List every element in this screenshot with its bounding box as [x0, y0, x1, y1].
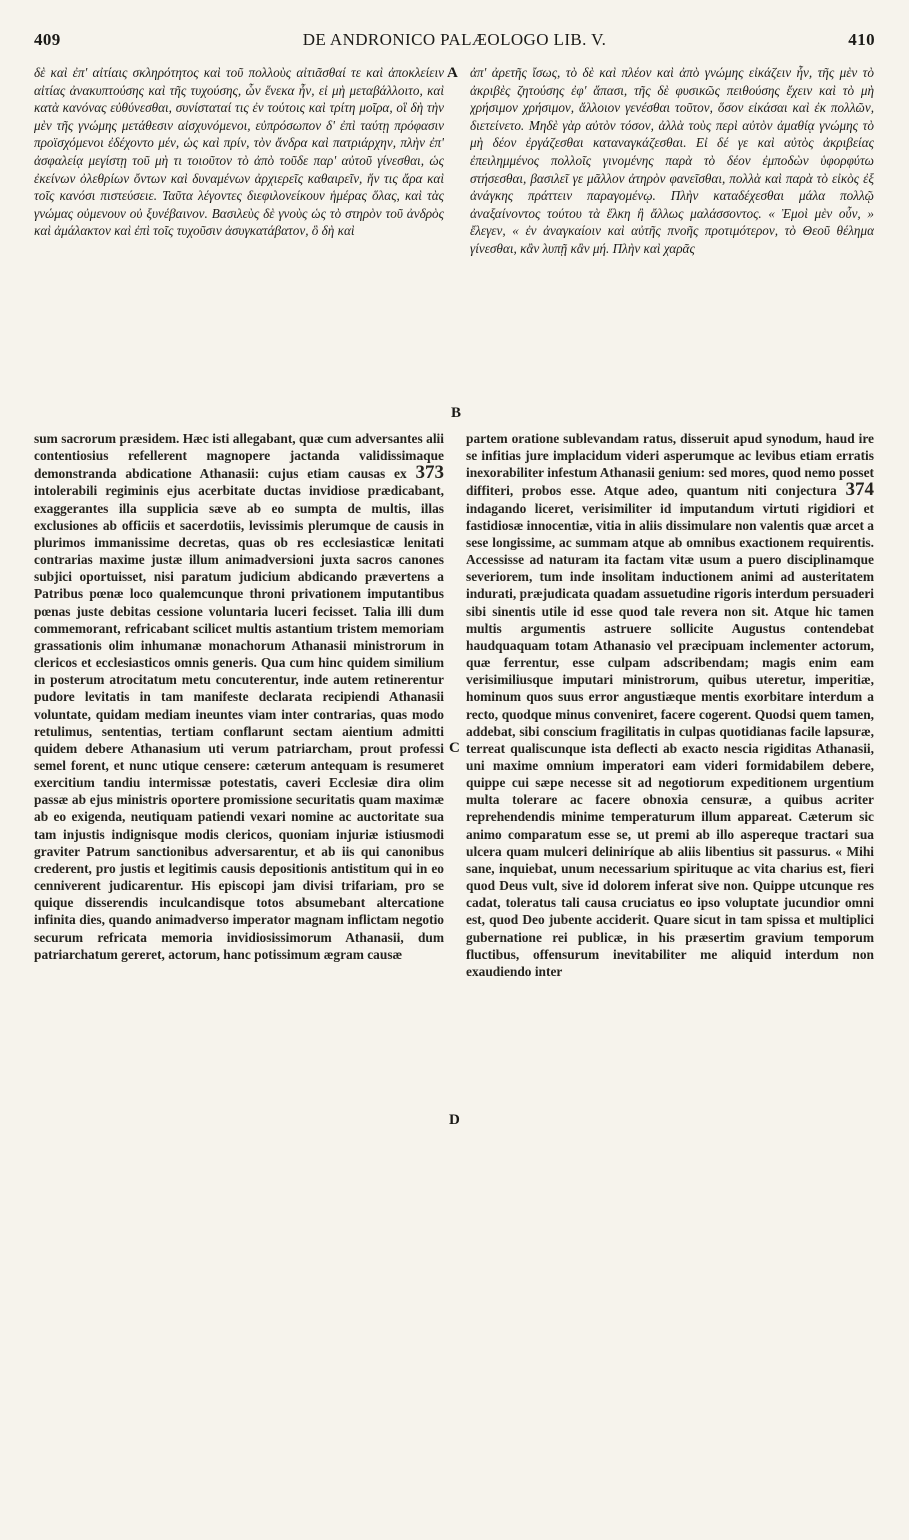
margin-letter-d: D [449, 1112, 460, 1128]
latin-text-right-a: partem oratione sublevandam ratus, disseruit apud synodum, haud ire se infitias jure implacidum videri asperumque ac levibus etiam erratis inexorabiliter infestum Athanasii genium: sed mores, quod nemo posset diffiteri, probos esse. Atque adeo, quantum niti conjectura [466, 431, 874, 499]
running-header [34, 30, 875, 60]
folio-number-373: 373 [415, 462, 444, 484]
greek-text-right: ἀπ' ἀρετῆς ἴσως, τὸ δὲ καὶ πλέον καὶ ἀπὸ γνώμης εἰκάζειν ἦν, τῆς μὲν τὸ ἀκριβὲς ζητούσης ἐφ' ἅπασι, τῆς δὲ φυσικῶς πειθούσης ἔχειν καὶ τὸ μὴ χρήσιμον χρήσιμον, ἄλλοιον γενέσθαι τοῦτον, ὅσον εἰκάσαι καὶ ἐκ πολλῶν, διετείνετο. Μηδὲ γὰρ αὐτὸν τόσον, ἀλλὰ τοὺς περὶ αὐτὸν ἀμαθίᾳ γνώμης τὸ μὴ δέον ἐργάζεσθαι καταναγκάζεσθαι. Εἰ δέ γε καὶ αὐτὸς ἀκριβείας ἐπειλημμένος πολλοῖς γινομένης παρὰ τὸ δέον ἐμποδὼν ὑφορφύτω στήσεσθαι, βασιλεῖ γε μᾶλλον ἀτηρὸν φανεῖσθαι, πολλὰ καὶ παρὰ τὸ εἰκὸς ἐξ ἀνάγκης πράττειν παραγομένῳ. Πλὴν καταδέχεσθαι μάλα πολλῷ ἀναξαίνοντος τούτου τὰ ἕλκη ἢ ἄλλως μαλάσσοντος. « Ἐμοὶ μὲν οὖν, » ἔλεγεν, « ἐν ἀναγκαίοιν καὶ αὐτῆς πνοῆς προτιμότερον, τὸ Θεοῦ θέλημα γίνεσθαι, κἂν λυπῇ κἂν μή. Πλὴν καὶ χαρᾶς [470, 65, 874, 256]
greek-column-left [34, 64, 444, 416]
page-number-left: 409 [34, 30, 61, 49]
latin-column-right [466, 430, 874, 1525]
greek-text-left: δὲ καὶ ἐπ' αἰτίαις σκληρότητος καὶ τοῦ πολλοὺς αἰτιᾶσθαί τε καὶ ἀποκλείειν αἰτίας ἀνακυπτούσης καὶ τῆς τυχούσης, ὧν ἕνεκα ἦν, εἰ μὴ μεταβάλλοιτο, καὶ κατὰ κανόνας εὐθύνεσθαι, συνίσταταί τις ἐν τούτοις καὶ τρίτη μοῖρα, οἳ δὴ τὴν μὲν τῆς γνώμης μετάθεσιν αἰσχυνόμενοι, εὐπρόσωπον δ' ἐπὶ ταύτῃ πρόφασιν προϊσχόμενοι ἐδέχοντο μέν, ὡς καὶ πρίν, τὸν ἄνδρα καὶ πατριάρχην, πλὴν ἐπ' ἀσφαλείᾳ μεγίστῃ τοῦ μὴ τι τοιοῦτον τὸ ἀπὸ τοῦδε παρ' αὐτοῦ γίνεσθαι, ὡς ἐκείνων ὀλεθρίων ὄντων καὶ δυναμένων ἀρχιερεῖς καθαιρεῖν, ἥν τις ἄρα καὶ τοῖς κανόσι πιστεύσειε. Ταῦτα λέγοντες διεφιλονείκουν ἡμέρας ὅλας, καὶ τὰς γνώμας οὐμενουν οὐ ξυνέβαινον. Βασιλεὺς δὲ γνοὺς ὡς τὸ στηρὸν τοῦ ἀνδρὸς καὶ ἀμάλακτον καὶ ἐπὶ τοῖς τυχοῦσιν ἀσυγκατάβατον, ὃ δὴ καὶ [34, 65, 444, 239]
margin-letter-c: C [449, 740, 460, 756]
latin-text-left-b: intolerabili regiminis ejus acerbitate ductas invidiose prædicabant, exaggerantes illa supplicia sæve ab eo sumpta de multis, illas exclusiones ab officiis et sacerdotiis, levissimis plerumque de causis in plurimos immanissime decretas, quas ob res ecclesiasticæ lenitati contrarias maxime justæ illum animadversioni juxta sacros canones subjici oportuisset, nisi paratum judicium abdicando prævertens a Patribus pœnæ loco qualemcunque throni privationem imputantibus pœnas juste debitas cessione voluntaria luceri fecisset. Talia illi dum commemorant, refricabant scilicet multis astantium tristem memoriam grassationis olim inhumanæ monachorum Athanasii ministrorum in clericos et ecclesiasticos omnis generis. Qua cum hinc quidem similium in posterum atrocitatum metu concuterentur, inde autem retinerentur pudore levitatis in tam manifeste declarata recipiendi Athanasii voluntate, quidam mediam ineuntes viam inter contrarias, quas modo retulimus, sententias, tertiam conflarunt sectam aientium admitti quidem debere Athanasium uti verum patriarcham, prout professi semel forent, et nunc utique censere: cæterum antequam is resumeret exercitium tandiu intermissæ potestatis, caveri Ecclesiæ dira olim passæ ab ejus ministris oportere promissione securitatis quam maximæ ab eo exigenda, neutiquam patiendi vexari nomine ac auctoritate sua tam injustis indignisque modis clericos, quoniam injuriæ istiusmodi graviter Patrum sanctionibus adversarentur, et ab iis qui canonibus crederent, pro justis et legitimis causis depositionis antistitum qui in eo cenniverent judicarentur. His episcopi jam divisi trifariam, pro se quique disserendis inculcandisque totos absumebant altercatione infinita dies, quando animadverso imperator magnam inflictam negotio securum refricata memoria invidiosissimorum Athanasii, dum patriarchatum gereret, actorum, hanc potissimum ægram causæ [34, 483, 444, 962]
greek-column-right [470, 64, 874, 416]
latin-paragraph-right [466, 430, 874, 980]
margin-letter-a: A [447, 65, 458, 81]
margin-letter-b: B [451, 405, 462, 421]
latin-paragraph-left [34, 430, 444, 963]
latin-text-left-a: sum sacrorum præsidem. Hæc isti allegabant, quæ cum adversantes alii contentiosius refellerent magnopere jactanda validissimaque demonstranda abdicatione Athanasii: cujus etiam causas ex [34, 431, 444, 482]
running-title: DE ANDRONICO PALÆOLOGO LIB. V. [302, 30, 607, 49]
latin-column-left [34, 430, 444, 1525]
latin-text-right-b: indagando liceret, verisimiliter id imputandum virtuti rigidiori et fastidiosæ innocentiæ, vitia in aliis dissimulare non valentis quæ arcet a sese longissime, ac summam atque ab omnibus exactionem requirentis. Accessisse ad naturam ita factam vitæ usum a puero disciplinamque severiorem, tum inde insolitam inductionem animi ad austeritatem indurati, præjudicata quadam assuetudine rigoris interdum persuaderi sibi sinentis utile id esse quod tale revera non sit. Atque hic tamen multis argumentis astruere sollicite Augustus contendebat haudquaquam totam Athanasio vel præcipuam inclementer actorum, quæ ferrentur, esse culpam adscribendam; magis enim eam verisimiliusque imputari ministrorum, quibus uteretur, imperitiæ, hominum quos suus error angustiæque mentis exorbitare interdum a recto, quodque minus conveniret, facere cogerent. Quodsi quem tamen, addebat, sibi conscium fragilitatis in culpas quotidianas facile lapsuræ, terreat qualiscunque ista deflecti ab exacto nescia rigiditas Athanasii, uni maxime omnium imperatori eam videri formidabilem debere, quippe cui sæpe necesse sit ad negotiorum expeditionem urgentium multa tolerare ac facere obnoxia censuræ, a quibus acriter reprehendendis minime temperaturum illum appareat. Cæterum sic animo comparatum esse se, ut premi ab illo aspereque tractari sua ulcera quam mulceri deliniríque ab aliis libentius sit passurus. « Mihi sane, inquiebat, unum necessarium spirituque ac vita charius est, fieri quod Deus vult, sive id dolorem inferat sive non. Quippe utcunque res cadat, toleratus tali causa cruciatus eo ipso voluptate jucundior omni est, quod Deo jubente acciderit. Quare sicut in tam spissa et multiplici gubernatione rei publicæ, in his præsertim gravium temporum fluctibus, offensurum inevitabiliter me aliquid interdum non exaudiendo inter [466, 500, 874, 979]
folio-number-374: 374 [845, 479, 874, 501]
page-number-right: 410 [848, 30, 875, 49]
